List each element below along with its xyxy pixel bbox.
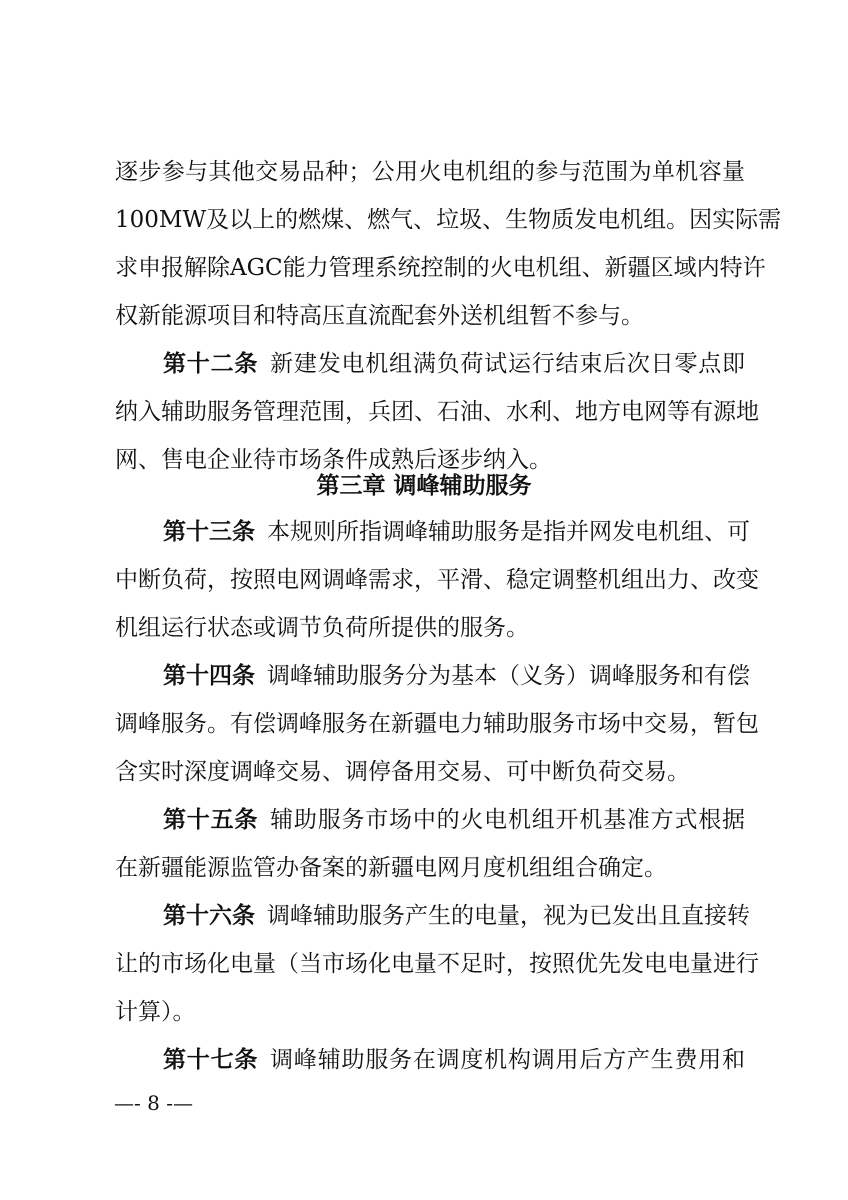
article-text: 辅助服务市场中的火电机组开机基准方式根据: [270, 807, 746, 833]
article-12-first-line: [163, 344, 745, 384]
article-text: 调峰辅助服务在调度机构调用后方产生费用和: [270, 1047, 746, 1073]
paragraph-line: 100MW及以上的燃煤、燃气、垃圾、生物质发电机组。因实际需: [115, 207, 782, 233]
paragraph-line: 让的市场化电量（当市场化电量不足时，按照优先发电电量进行: [115, 951, 759, 977]
article-17-first-line: [163, 1040, 745, 1080]
paragraph-line: 求申报解除AGC能力管理系统控制的火电机组、新疆区域内特许: [115, 255, 766, 281]
paragraph-line: 计算）。: [115, 999, 196, 1025]
paragraph-line: 含实时深度调峰交易、调停备用交易、可中断负荷交易。: [115, 759, 690, 785]
article-label: 第十二条: [163, 351, 259, 377]
article-label: 第十七条: [163, 1047, 259, 1073]
article-text: 调峰辅助服务产生的电量，视为已发出且直接转: [267, 903, 750, 929]
article-label: 第十四条: [163, 663, 255, 689]
paragraph-line: 权新能源项目和特高压直流配套外送机组暂不参与。: [115, 303, 644, 329]
paragraph-line: 在新疆能源监管办备案的新疆电网月度机组组合确定。: [115, 855, 667, 881]
article-14-first-line: [163, 656, 750, 696]
paragraph-line: 网、售电企业待市场条件成熟后逐步纳入。: [115, 447, 552, 473]
article-13-first-line: [163, 512, 750, 552]
paragraph-line: 调峰服务。有偿调峰服务在新疆电力辅助服务市场中交易，暂包: [115, 711, 759, 737]
paragraph-line: 纳入辅助服务管理范围，兵团、石油、水利、地方电网等有源地: [115, 399, 759, 425]
paragraph-line: 逐步参与其他交易品种；公用火电机组的参与范围为单机容量: [115, 159, 745, 185]
paragraph-line: 中断负荷，按照电网调峰需求，平滑、稳定调整机组出力、改变: [115, 567, 759, 593]
article-label: 第十三条: [163, 519, 255, 545]
article-15-first-line: [163, 800, 745, 840]
article-text: 调峰辅助服务分为基本（义务）调峰服务和有偿: [267, 663, 750, 689]
article-label: 第十六条: [163, 903, 255, 929]
page-number: —- 8 -—: [114, 1091, 193, 1115]
article-16-first-line: [163, 896, 750, 936]
paragraph-line: 机组运行状态或调节负荷所提供的服务。: [115, 615, 529, 641]
article-text: 本规则所指调峰辅助服务是指并网发电机组、可: [267, 519, 750, 545]
chapter-heading: 第三章 调峰辅助服务: [316, 473, 532, 499]
article-text: 新建发电机组满负荷试运行结束后次日零点即: [270, 351, 746, 377]
article-label: 第十五条: [163, 807, 259, 833]
